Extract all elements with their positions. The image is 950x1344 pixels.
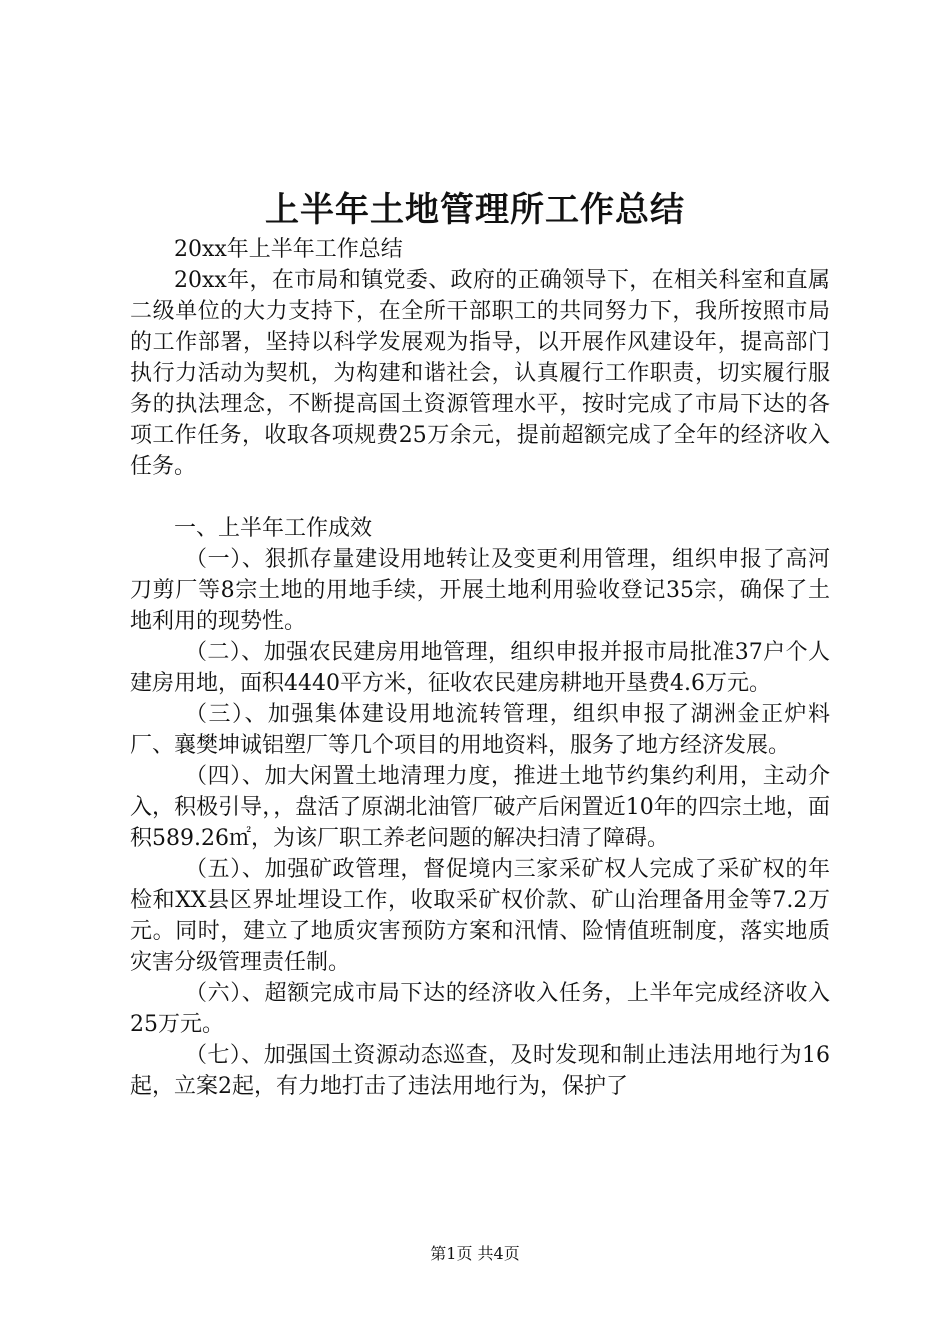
list-item: （三）、加强集体建设用地流转管理，组织申报了湖洲金正炉料厂、襄樊坤诚铝塑厂等几个项目的用地资料，服务了地方经济发展。 [130, 702, 830, 758]
list-item: （五）、加强矿政管理，督促境内三家采矿权人完成了采矿权的年检和XX县区界址埋设工作，收取采矿权价款、矿山治理备用金等7.2万元。同时，建立了地质灾害预防方案和汛情、险情值班制度，落实地质灾害分级管理责任制。 [130, 857, 830, 975]
list-item: （六）、超额完成市局下达的经济收入任务，上半年完成经济收入25万元。 [130, 981, 830, 1037]
document-subtitle: 20xx年上半年工作总结 [174, 237, 403, 262]
document-title: 上半年土地管理所工作总结 [265, 190, 685, 230]
intro-paragraph: 20xx年，在市局和镇党委、政府的正确领导下，在相关科室和直属二级单位的大力支持下，在全所干部职工的共同努力下，我所按照市局的工作部署，坚持以科学发展观为指导，以开展作风建设年，提高部门执行力活动为契机，为构建和谐社会，认真履行工作职责，切实履行服务的执法理念，不断提高国土资源管理水平，按时完成了市局下达的各项工作任务，收取各项规费25万余元，提前超额完成了全年的经济收入任务。 [130, 268, 830, 479]
list-item: （二）、加强农民建房用地管理，组织申报并报市局批准37户个人建房用地，面积4440平方米，征收农民建房耕地开垦费4.6万元。 [130, 640, 830, 696]
document-body [130, 234, 830, 1102]
list-item: （七）、加强国土资源动态巡查，及时发现和制止违法用地行为16起，立案2起，有力地打击了违法用地行为，保护了 [130, 1043, 830, 1099]
page-footer: 第1页 共4页 [430, 1244, 520, 1263]
list-item: （四）、加大闲置土地清理力度，推进土地节约集约利用，主动介入，积极引导，，盘活了原湖北油管厂破产后闲置近10年的四宗土地，面积589.26㎡，为该厂职工养老问题的解决扫清了障碍。 [130, 764, 830, 851]
paragraph-gap [130, 482, 830, 513]
list-item: （一）、狠抓存量建设用地转让及变更利用管理，组织申报了高河刀剪厂等8宗土地的用地手续，开展土地利用验收登记35宗，确保了土地利用的现势性。 [130, 547, 830, 634]
section-heading: 一、上半年工作成效 [174, 516, 373, 541]
